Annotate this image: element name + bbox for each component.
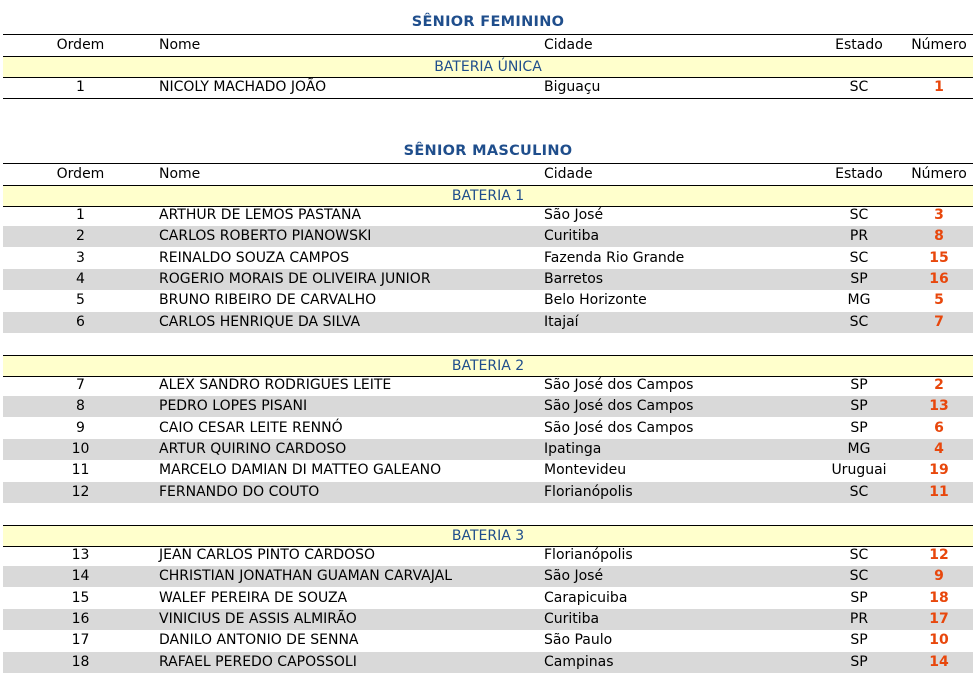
cell-nome: CHRISTIAN JONATHAN GUAMAN CARVAJAL: [159, 568, 453, 585]
cell-estado: SC: [849, 207, 869, 223]
table-row: [3, 269, 973, 290]
col-cidade: Cidade: [544, 37, 593, 53]
cell-cidade: Carapicuiba: [544, 589, 628, 606]
cell-cidade: Campinas: [544, 653, 614, 670]
cell-ordem: 15: [71, 589, 90, 606]
cell-estado: SP: [850, 419, 868, 436]
cell-nome: REINALDO SOUZA CAMPOS: [159, 249, 350, 266]
table-row: [3, 248, 973, 269]
cell-estado: SC: [849, 568, 869, 585]
table-row: [3, 290, 973, 311]
cell-cidade: Belo Horizonte: [544, 292, 647, 309]
cell-ordem: 9: [76, 419, 85, 436]
cell-nome: CAIO CESAR LEITE RENNÓ: [159, 419, 343, 436]
cell-nome: DANILO ANTONIO DE SENNA: [159, 632, 359, 649]
cell-cidade: Ipatinga: [544, 440, 602, 457]
cell-numero: 14: [929, 653, 949, 670]
section-title: SÊNIOR FEMININO: [411, 14, 565, 30]
section-title: SÊNIOR MASCULINO: [403, 143, 573, 159]
cell-nome: WALEF PEREIRA DE SOUZA: [159, 589, 348, 606]
cell-numero: 8: [934, 228, 944, 245]
cell-ordem: 11: [71, 462, 90, 479]
cell-estado: SP: [850, 398, 868, 415]
cell-estado: SC: [849, 313, 869, 330]
col-ordem: Ordem: [56, 37, 105, 53]
cell-ordem: 6: [76, 313, 85, 330]
col-numero: Número: [911, 166, 967, 182]
cell-ordem: 3: [76, 249, 85, 266]
cell-ordem: 5: [76, 292, 85, 309]
cell-nome: ROGERIO MORAIS DE OLIVEIRA JUNIOR: [159, 270, 431, 287]
col-nome: Nome: [159, 37, 201, 53]
table-row: [3, 396, 973, 417]
bateria-label: BATERIA 1: [3, 185, 973, 207]
cell-numero: 4: [934, 440, 944, 457]
table-row: [3, 205, 973, 226]
cell-nome: ALEX SANDRO RODRIGUES LEITE: [159, 377, 392, 393]
cell-numero: 18: [929, 589, 949, 606]
cell-nome: ARTHUR DE LEMOS PASTANA: [159, 207, 362, 223]
cell-cidade: São José dos Campos: [544, 377, 694, 393]
cell-nome: RAFAEL PEREDO CAPOSSOLI: [159, 653, 357, 670]
bateria-label: BATERIA 2: [3, 355, 973, 377]
col-ordem: Ordem: [56, 166, 105, 182]
cell-cidade: Barretos: [544, 270, 604, 287]
cell-estado: SP: [850, 270, 868, 287]
cell-nome: VINICIUS DE ASSIS ALMIRÃO: [159, 610, 357, 627]
col-cidade: Cidade: [544, 166, 593, 182]
col-estado: Estado: [835, 166, 883, 182]
table-row: [3, 545, 973, 566]
cell-estado: SP: [850, 653, 868, 670]
cell-ordem: 2: [76, 228, 85, 245]
table-header: [3, 34, 973, 56]
cell-cidade: Curitiba: [544, 610, 600, 627]
cell-numero: 6: [934, 419, 944, 436]
cell-estado: SC: [849, 79, 869, 95]
cell-cidade: São José: [544, 207, 604, 223]
cell-ordem: 1: [76, 207, 85, 223]
cell-numero: 10: [929, 632, 949, 649]
table-header: [3, 163, 973, 185]
cell-cidade: São José: [544, 568, 604, 585]
cell-ordem: 7: [76, 377, 85, 393]
cell-nome: ARTUR QUIRINO CARDOSO: [159, 440, 347, 457]
table-row: [3, 226, 973, 247]
cell-estado: PR: [849, 228, 869, 245]
cell-numero: 17: [929, 610, 949, 627]
table-row: [3, 630, 973, 651]
cell-numero: 2: [934, 377, 944, 393]
cell-estado: MG: [847, 440, 871, 457]
table-row: [3, 312, 973, 333]
table-row: [3, 418, 973, 439]
col-estado: Estado: [835, 37, 883, 53]
cell-nome: MARCELO DAMIAN DI MATTEO GALEANO: [159, 462, 442, 479]
cell-cidade: Florianópolis: [544, 483, 633, 500]
table-divider: [3, 98, 973, 99]
cell-cidade: São José dos Campos: [544, 419, 694, 436]
cell-nome: CARLOS HENRIQUE DA SILVA: [159, 313, 361, 330]
cell-numero: 7: [934, 313, 944, 330]
col-numero: Número: [911, 37, 967, 53]
cell-nome: CARLOS ROBERTO PIANOWSKI: [159, 228, 372, 245]
col-nome: Nome: [159, 166, 201, 182]
cell-nome: PEDRO LOPES PISANI: [159, 398, 308, 415]
cell-ordem: 10: [71, 440, 90, 457]
cell-ordem: 16: [71, 610, 90, 627]
cell-estado: SP: [850, 632, 868, 649]
cell-numero: 1: [934, 79, 944, 95]
cell-ordem: 18: [71, 653, 90, 670]
cell-numero: 5: [934, 292, 944, 309]
cell-numero: 15: [929, 249, 949, 266]
cell-nome: NICOLY MACHADO JOÃO: [159, 79, 327, 95]
cell-nome: FERNANDO DO COUTO: [159, 483, 320, 500]
cell-ordem: 1: [76, 79, 85, 95]
cell-cidade: Florianópolis: [544, 547, 633, 563]
cell-ordem: 4: [76, 270, 85, 287]
table-row: [3, 652, 973, 673]
cell-ordem: 13: [71, 547, 90, 563]
cell-estado: SC: [849, 547, 869, 563]
cell-estado: SP: [850, 589, 868, 606]
cell-ordem: 17: [71, 632, 90, 649]
cell-numero: 11: [929, 483, 949, 500]
cell-cidade: Curitiba: [544, 228, 600, 245]
cell-numero: 9: [934, 568, 944, 585]
cell-nome: JEAN CARLOS PINTO CARDOSO: [159, 547, 376, 563]
cell-cidade: Itajaí: [544, 313, 579, 330]
cell-numero: 16: [929, 270, 949, 287]
cell-estado: SC: [849, 249, 869, 266]
cell-numero: 3: [934, 207, 944, 223]
cell-nome: BRUNO RIBEIRO DE CARVALHO: [159, 292, 377, 309]
cell-estado: PR: [849, 610, 869, 627]
cell-estado: SP: [850, 377, 868, 393]
table-row: [3, 482, 973, 503]
table-row: [3, 460, 973, 481]
bateria-label: BATERIA 3: [3, 525, 973, 547]
cell-cidade: São Paulo: [544, 632, 613, 649]
cell-estado: SC: [849, 483, 869, 500]
cell-ordem: 8: [76, 398, 85, 415]
table-row: [3, 439, 973, 460]
table-row: [3, 77, 973, 98]
table-row: [3, 566, 973, 587]
table-row: [3, 375, 973, 396]
cell-cidade: Fazenda Rio Grande: [544, 249, 685, 266]
bateria-label: BATERIA ÚNICA: [3, 56, 973, 78]
cell-ordem: 12: [71, 483, 90, 500]
cell-estado: MG: [847, 292, 871, 309]
cell-numero: 19: [929, 462, 949, 479]
cell-cidade: Montevideu: [544, 462, 627, 479]
cell-cidade: São José dos Campos: [544, 398, 694, 415]
cell-cidade: Biguaçu: [544, 79, 601, 95]
table-row: [3, 609, 973, 630]
cell-numero: 13: [929, 398, 949, 415]
cell-ordem: 14: [71, 568, 90, 585]
table-row: [3, 588, 973, 609]
cell-numero: 12: [929, 547, 949, 563]
cell-estado: Uruguai: [831, 462, 887, 479]
